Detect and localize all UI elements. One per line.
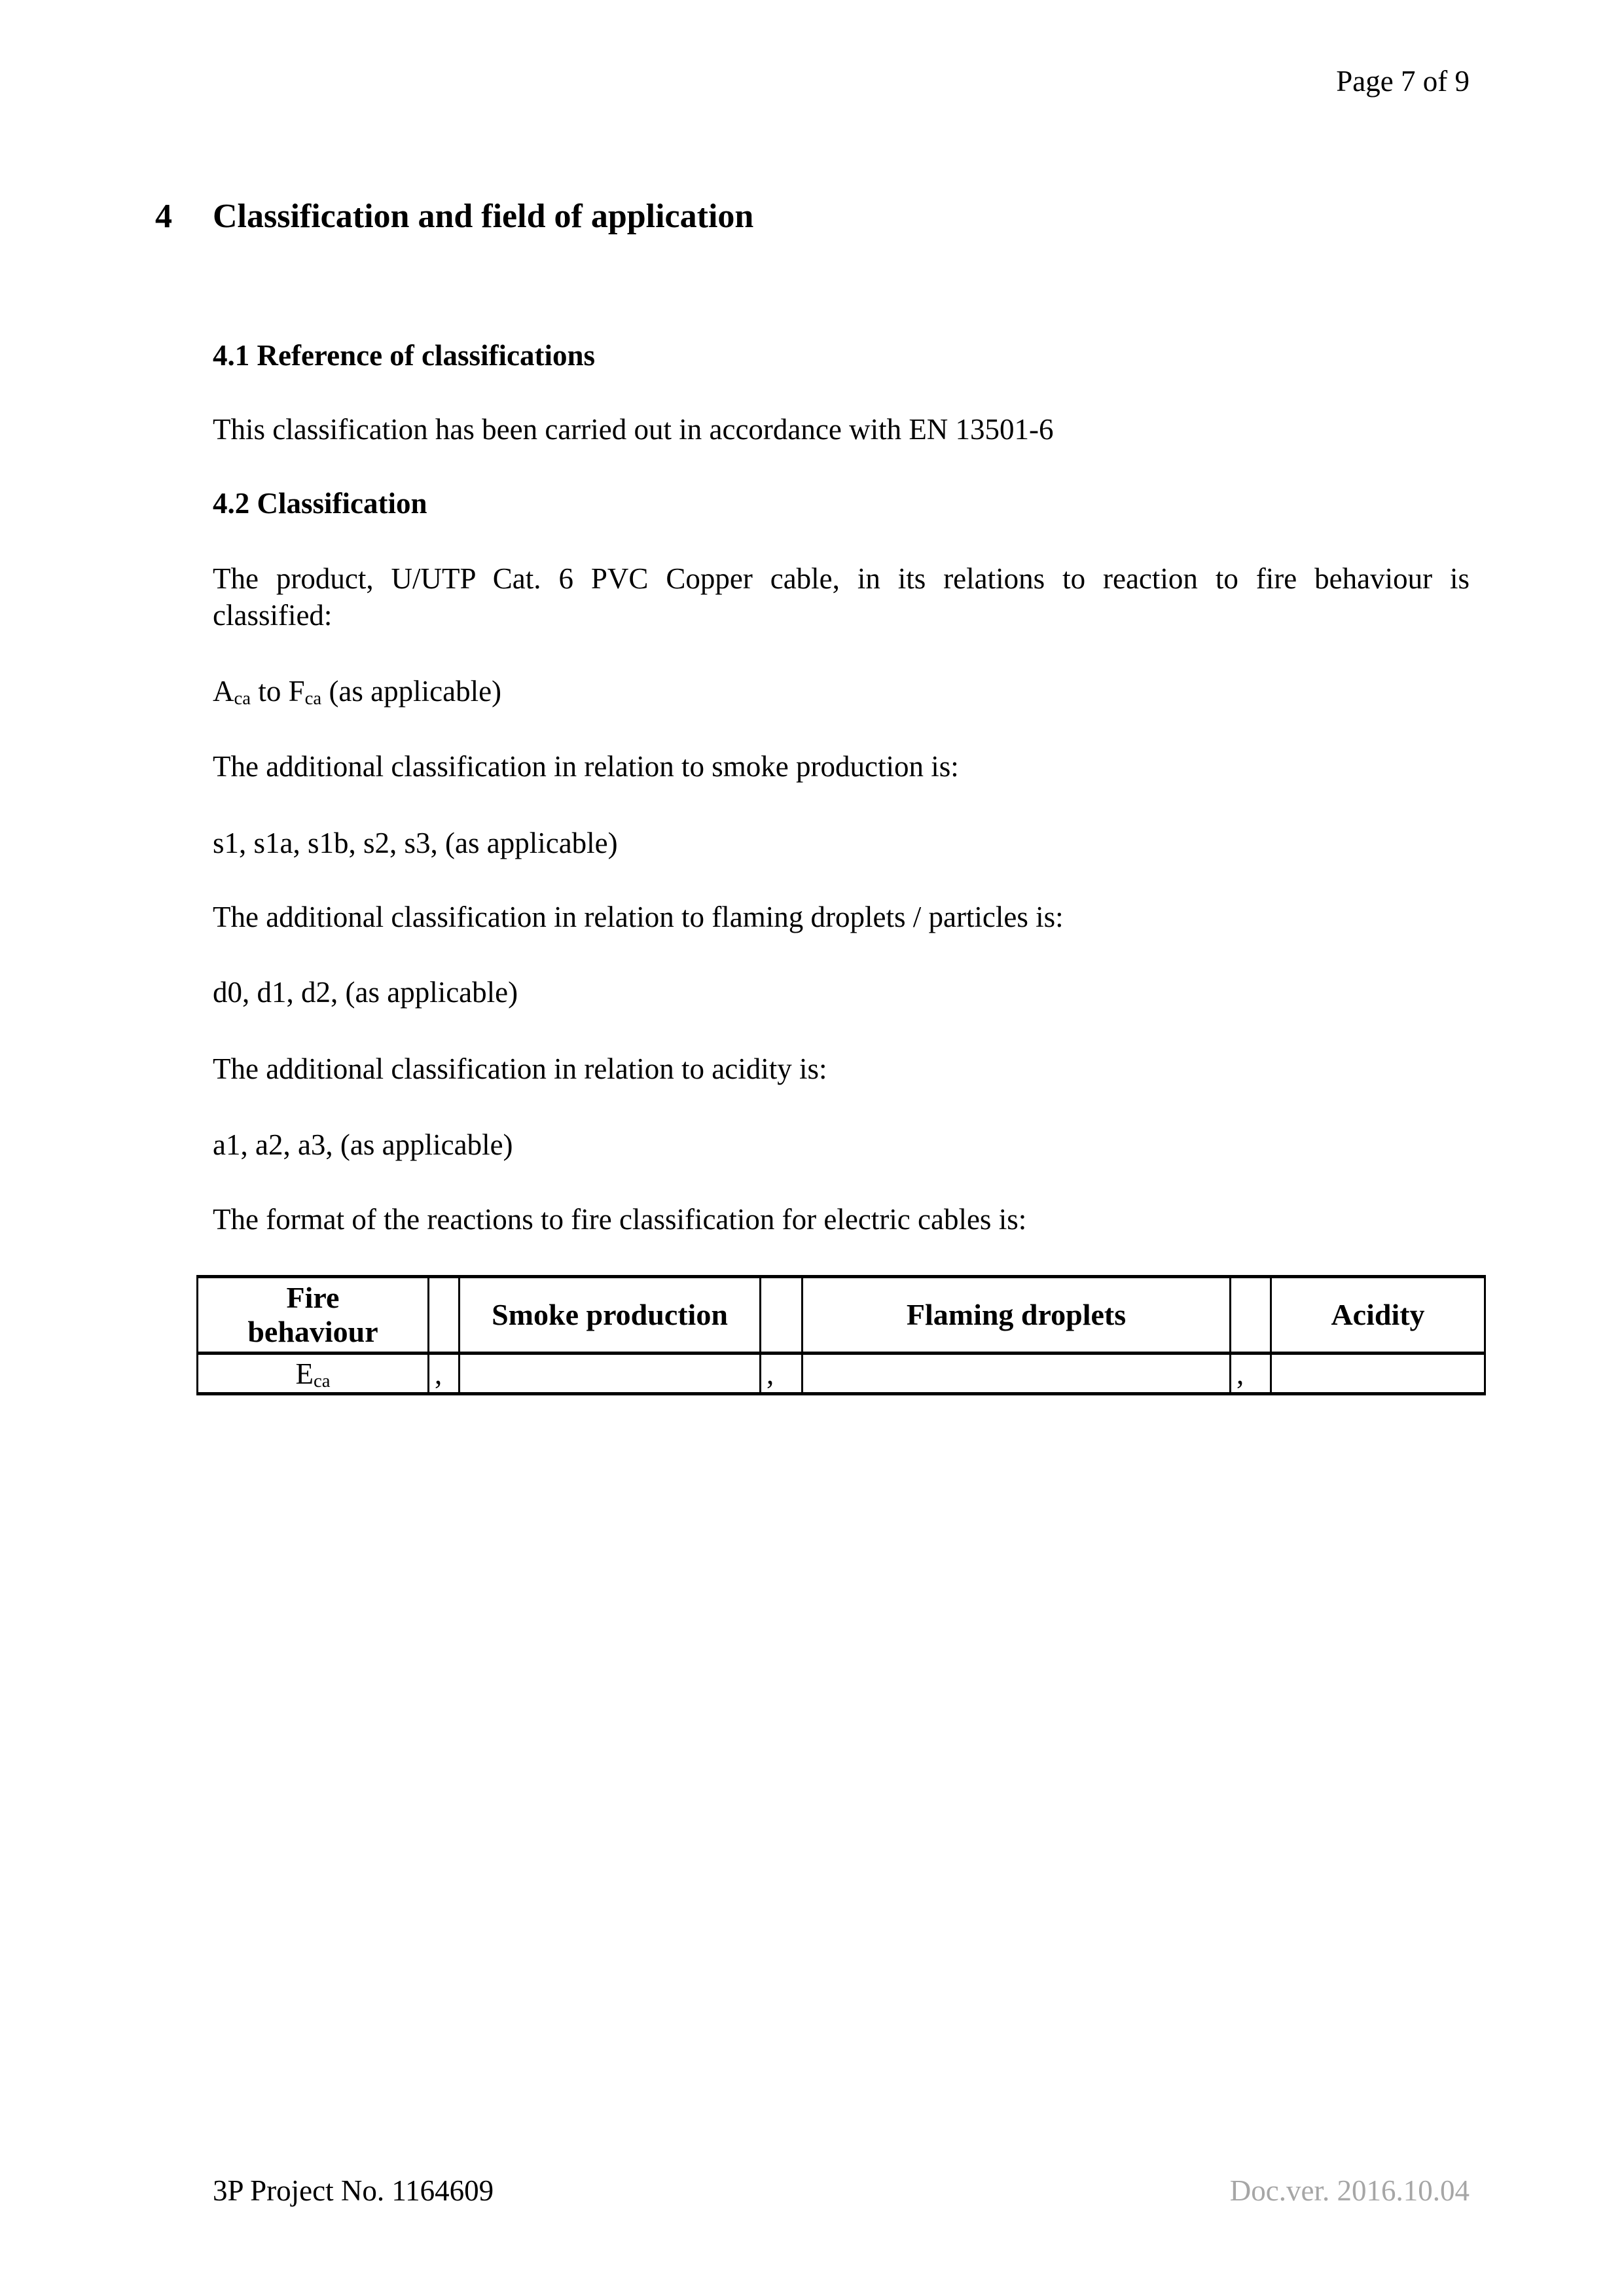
- flaming-droplets-value-cell: [803, 1354, 1231, 1394]
- format-intro-paragraph: The format of the reactions to fire classification for electric cables is:: [213, 1203, 1027, 1236]
- reference-paragraph: This classification has been carried out in accordance with EN 13501-6: [213, 413, 1054, 446]
- acidity-value-cell: [1271, 1354, 1485, 1394]
- comma-separator-cell: ,: [761, 1354, 803, 1394]
- fire-class-range: $A_{ca}$ to $F_{ca}$ (as applicable): [213, 675, 502, 709]
- flaming-droplets-header-cell: Flaming droplets: [803, 1277, 1231, 1354]
- table-header-row: [198, 1277, 1485, 1354]
- page-number: Page 7 of 9: [1336, 65, 1470, 98]
- product-paragraph-line1: The product, U/UTP Cat. 6 PVC Copper cable, in its relations to reaction to fire behaviour is: [213, 562, 1470, 595]
- separator-header-cell: [761, 1277, 803, 1354]
- acidity-values-line: a1, a2, a3, (as applicable): [213, 1128, 513, 1161]
- smoke-intro-paragraph: The additional classification in relation to smoke production is:: [213, 750, 959, 783]
- acidity-header-cell: Acidity: [1271, 1277, 1485, 1354]
- classification-format-table-wrap: [196, 1275, 1486, 1395]
- separator-header-cell: [429, 1277, 460, 1354]
- smoke-production-value-cell: [460, 1354, 761, 1394]
- product-paragraph: [213, 560, 1470, 634]
- comma-separator-cell: ,: [429, 1354, 460, 1394]
- smoke-production-header-cell: Smoke production: [460, 1277, 761, 1354]
- section-number: 4: [155, 198, 172, 235]
- table-data-row: [198, 1354, 1485, 1394]
- section-title: Classification and field of application: [213, 198, 754, 235]
- subscript-ca: ca: [313, 1370, 331, 1391]
- droplets-intro-paragraph: The additional classification in relation to flaming droplets / particles is:: [213, 901, 1064, 933]
- acidity-intro-paragraph: The additional classification in relation to acidity is:: [213, 1052, 827, 1085]
- section-heading: [155, 196, 1471, 237]
- subsection-4-2-heading: 4.2 Classification: [213, 487, 427, 520]
- subscript-ca: ca: [234, 688, 251, 709]
- smoke-values-line: s1, s1a, s1b, s2, s3, (as applicable): [213, 827, 618, 859]
- product-paragraph-line2: classified:: [213, 599, 333, 632]
- comma-separator-cell: ,: [1231, 1354, 1271, 1394]
- footer-project-number: 3P Project No. 1164609: [213, 2174, 494, 2207]
- separator-header-cell: [1231, 1277, 1271, 1354]
- fire-behaviour-value-cell: $E_{ca}$: [198, 1354, 429, 1394]
- droplets-values-line: d0, d1, d2, (as applicable): [213, 976, 518, 1009]
- classification-format-table: [196, 1275, 1486, 1395]
- footer-doc-version: Doc.ver. 2016.10.04: [1229, 2174, 1470, 2207]
- fire-behaviour-header-cell: Fire behaviour: [198, 1277, 429, 1354]
- subscript-ca: ca: [304, 688, 322, 709]
- subsection-4-1-heading: 4.1 Reference of classifications: [213, 339, 596, 372]
